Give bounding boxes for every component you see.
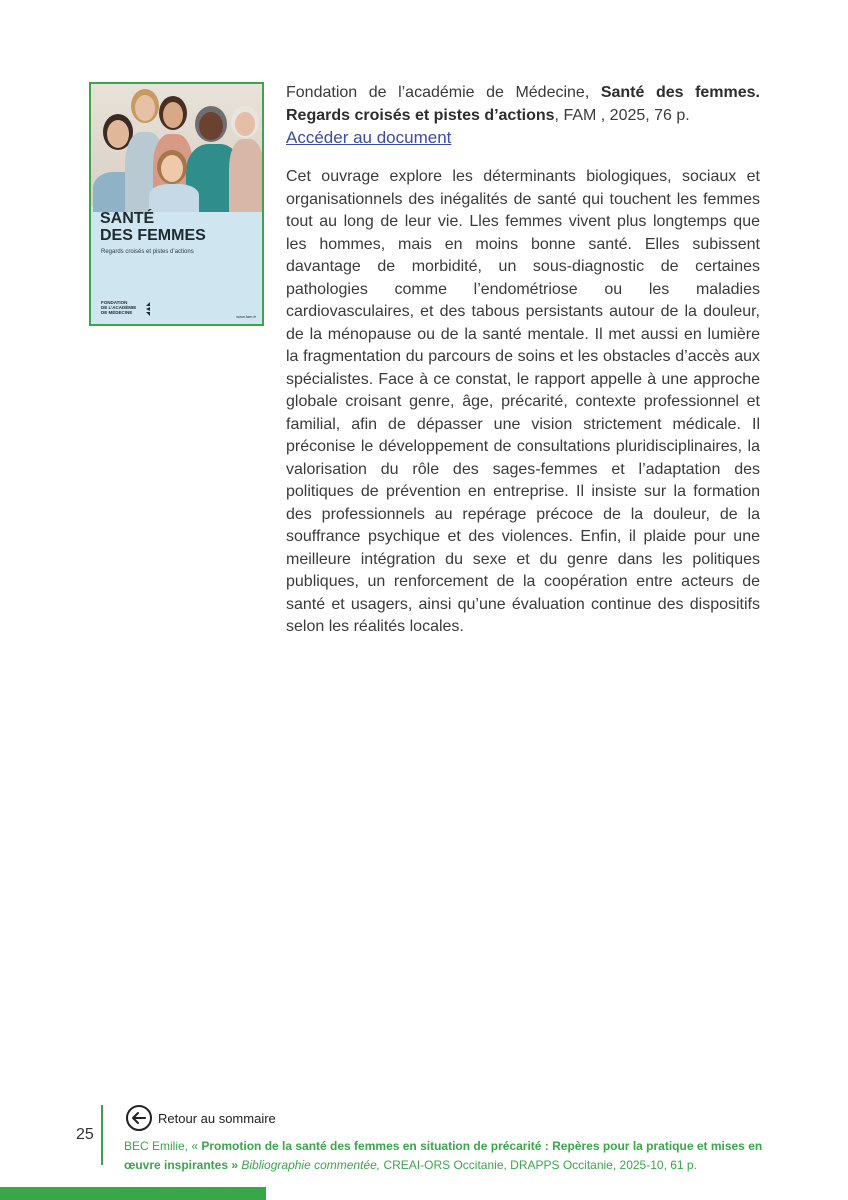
cover-url: www.fam.fr <box>236 314 256 319</box>
footer-divider <box>101 1105 103 1165</box>
access-document-link[interactable]: Accéder au document <box>286 128 452 147</box>
cover-title: SANTÉ DES FEMMES <box>100 210 206 244</box>
reference-title: Santé des femmes. Regards croisés et pistes d’actions <box>286 84 760 124</box>
reference-citation <box>286 82 760 127</box>
back-to-summary-label[interactable]: Retour au sommaire <box>158 1111 276 1126</box>
reference-details: , FAM , 2025, 76 p. <box>554 106 690 124</box>
citation-subtitle: Repères pour la pratique et mises en œuvre inspirantes » <box>124 1139 763 1172</box>
footer-accent-bar <box>0 1187 266 1200</box>
page-number: 25 <box>76 1126 94 1143</box>
reference-author: Fondation de l’académie de Médecine, <box>286 84 601 101</box>
citation-series: Bibliographie commentée, <box>238 1158 381 1172</box>
citation-prefix: BEC Emilie, « <box>124 1139 202 1153</box>
citation-title: Promotion de la santé des femmes en situation de précarité : <box>201 1139 553 1153</box>
document-cover-image <box>89 82 264 326</box>
cover-publisher: FONDATION DE L’ACADÉMIE DE MÉDECINE <box>101 300 137 315</box>
publisher-logo-icon <box>144 301 152 317</box>
cover-subtitle: Regards croisés et pistes d’actions <box>101 249 194 255</box>
cover-photo <box>91 84 262 206</box>
abstract-text: Cet ouvrage explore les déterminants biologiques, sociaux et organisationnels des inégalités de santé qui touchent les femmes tout au long de leur vie. Lles femmes vivent plus longtemps que les hommes, mais en moins bonne santé. Elles subissent davantage de morbidité, un sous-diagnostic de certaines pathologies comme l’endométriose ou les maladies cardiovasculaires, et des tabous persistants autour de la douleur, de la ménopause ou de la santé mentale. Il met aussi en lumière la fragmentation du parcours de soins et les obstacles d’accès aux spécialistes. Face à ce constat, le rapport appelle à une approche globale croisant genre, âge, précarité, contexte professionnel et familial, afin de dépasser une vision strictement médicale. Il préconise le développement de consultations pluridisciplinaires, la valorisation du rôle des sages-femmes et l’adaptation des politiques de prévention en entreprise. Il insiste sur la formation des professionnels au repérage précoce de la douleur, de la souffrance psychique et des violences. Enfin, il plaide pour une meilleure intégration du sexe et du genre dans les politiques publiques, un renforcement de la coopération entre acteurs de santé et usagers, ainsi qu’une évaluation continue des dispositifs selon les réalités locales. <box>286 168 760 635</box>
citation-rest: CREAI-ORS Occitanie, DRAPPS Occitanie, 2025-10, 61 p. <box>380 1158 697 1172</box>
footer-citation <box>124 1137 774 1175</box>
arrow-left-circle-icon <box>131 1111 147 1125</box>
back-to-summary-button[interactable] <box>126 1105 152 1131</box>
